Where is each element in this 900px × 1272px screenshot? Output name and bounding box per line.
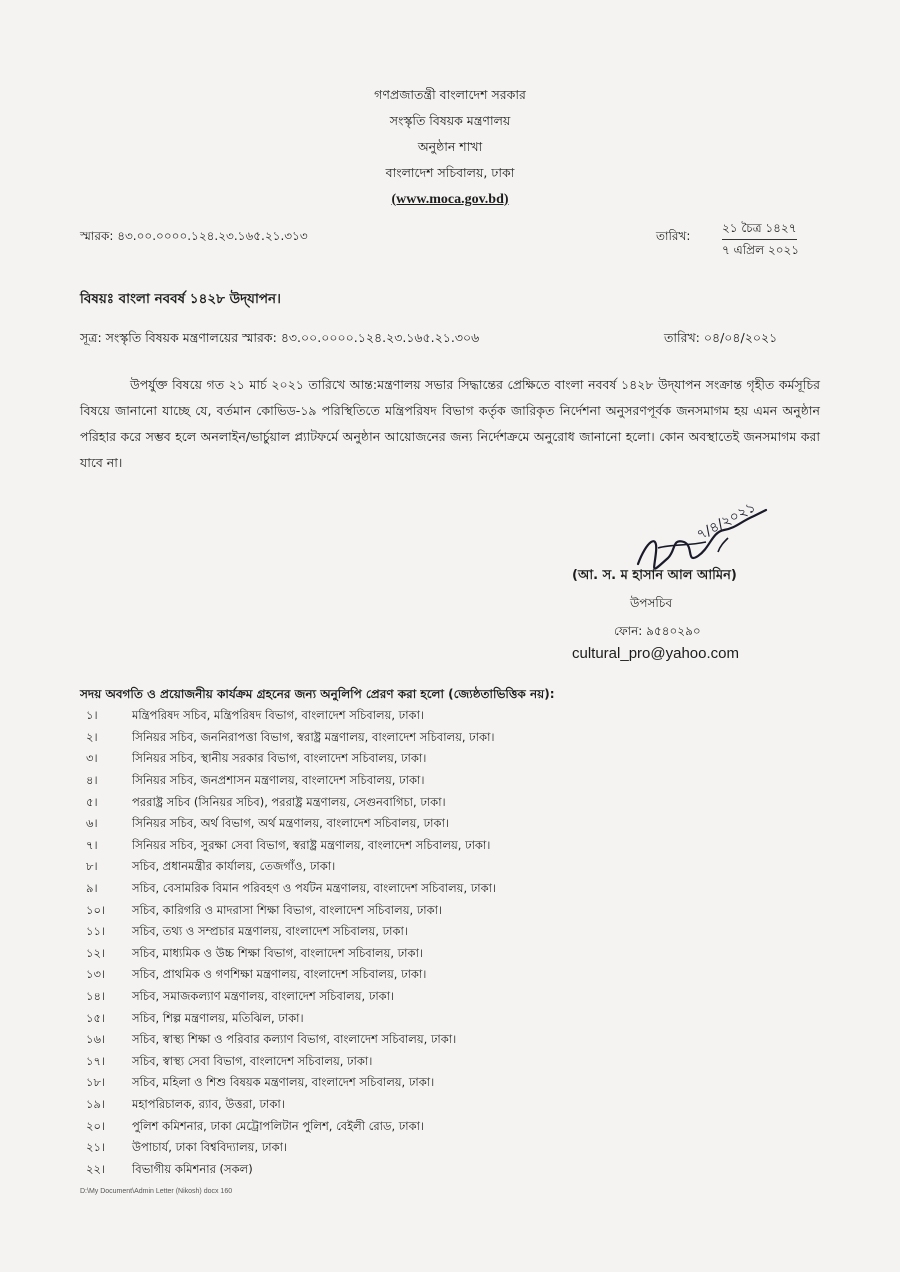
memo-date bbox=[722, 218, 799, 260]
list-item-text: মহাপরিচালক, র‍্যাব, উত্তরা, ঢাকা। bbox=[132, 1096, 285, 1111]
list-item-text: সচিব, মাধ্যমিক ও উচ্চ শিক্ষা বিভাগ, বাংলাদেশ সচিবালয়, ঢাকা। bbox=[132, 945, 424, 960]
body-paragraph: উপর্যুক্ত বিষয়ে গত ২১ মার্চ ২০২১ তারিখে আন্ত:মন্ত্রণালয় সভার সিদ্ধান্তের প্রেক্ষিতে বাংলা নববর্ষ ১৪২৮ উদ্‌যাপন সংক্রান্ত গৃহীত কর্মসূচির বিষয়ে জানানো যাচ্ছে যে, বর্তমান কোভিড-১৯ পরিস্থিতিতে মন্ত্রিপরিষদ বিভাগ কর্তৃক জারিকৃত নির্দেশনা অনুসরণপূর্বক জনসমাগম হয় এমন অনুষ্ঠান পরিহার করে সম্ভব হলে অনলাইন/ভার্চুয়াল প্ল্যাটফর্মে অনুষ্ঠান আয়োজনের জন্য নির্দেশক্রমে অনুরোধ জানানো হলো। কোন অবস্থাতেই জনসমাগম করা যাবে না। bbox=[80, 377, 820, 470]
signatory-phone: ফোন: ৯৫৪০২৯০ bbox=[614, 624, 701, 638]
letterhead bbox=[0, 82, 900, 213]
list-item-number: ১৭। bbox=[86, 1053, 106, 1068]
date-label: তারিখ: bbox=[656, 229, 691, 243]
list-item bbox=[86, 1095, 806, 1117]
copy-list bbox=[86, 706, 806, 1181]
list-item-text: সচিব, শিল্প মন্ত্রণালয়, মতিঝিল, ঢাকা। bbox=[132, 1010, 304, 1025]
reference-line: সূত্র: সংস্কৃতি বিষয়ক মন্ত্রণালয়ের স্মারক: ৪৩.০০.০০০০.১২৪.২৩.১৬৫.২১.৩০৬ bbox=[80, 330, 480, 345]
list-item bbox=[86, 1116, 806, 1138]
list-item-number: ৮। bbox=[86, 859, 98, 874]
signature-block bbox=[560, 566, 810, 662]
list-item bbox=[86, 987, 806, 1009]
list-item bbox=[86, 1052, 806, 1074]
copy-heading: সদয় অবগতি ও প্রয়োজনীয় কার্যক্রম গ্রহনের জন্য অনুলিপি প্রেরণ করা হলো (জ্যেষ্ঠতাভিত্তিক নয়): bbox=[80, 687, 555, 701]
list-item bbox=[86, 1008, 806, 1030]
list-item-text: সচিব, মহিলা ও শিশু বিষয়ক মন্ত্রণালয়, বাংলাদেশ সচিবালয়, ঢাকা। bbox=[132, 1075, 435, 1090]
list-item-text: সচিব, সমাজকল্যাণ মন্ত্রণালয়, বাংলাদেশ সচিবালয়, ঢাকা। bbox=[132, 989, 395, 1004]
list-item bbox=[86, 900, 806, 922]
list-item-text: সিনিয়র সচিব, স্থানীয় সরকার বিভাগ, বাংলাদেশ সচিবালয়, ঢাকা। bbox=[132, 751, 427, 766]
list-item bbox=[86, 1138, 806, 1160]
list-item-number: ৪। bbox=[86, 773, 98, 788]
list-item-text: সচিব, প্রধানমন্ত্রীর কার্যালয়, তেজগাঁও, ঢাকা। bbox=[132, 859, 336, 874]
list-item-text: সচিব, স্বাস্থ্য সেবা বিভাগ, বাংলাদেশ সচিবালয়, ঢাকা। bbox=[132, 1053, 373, 1068]
footer-file-path: D:\My Document\Admin Letter (Nikosh) docx 160 bbox=[80, 1188, 233, 1195]
list-item-number: ৩। bbox=[86, 751, 98, 766]
list-item-number: ২১। bbox=[86, 1140, 106, 1155]
list-item-number: ১৮। bbox=[86, 1075, 106, 1090]
list-item-text: মন্ত্রিপরিষদ সচিব, মন্ত্রিপরিষদ বিভাগ, বাংলাদেশ সচিবালয়, ঢাকা। bbox=[132, 708, 425, 723]
list-item bbox=[86, 706, 806, 728]
list-item-number: ৭। bbox=[86, 837, 98, 852]
list-item-number: ১৪। bbox=[86, 989, 106, 1004]
list-item bbox=[86, 1073, 806, 1095]
list-item-text: সিনিয়র সচিব, অর্থ বিভাগ, অর্থ মন্ত্রণালয়, বাংলাদেশ সচিবালয়, ঢাকা। bbox=[132, 816, 450, 831]
ministry-name: সংস্কৃতি বিষয়ক মন্ত্রণালয় bbox=[389, 113, 511, 128]
list-item-number: ১০। bbox=[86, 902, 106, 917]
date-english: ৭ এপ্রিল ২০২১ bbox=[722, 243, 800, 257]
list-item-number: ১৬। bbox=[86, 1032, 106, 1047]
list-item bbox=[86, 965, 806, 987]
list-item-number: ৯। bbox=[86, 881, 98, 896]
office-address: বাংলাদেশ সচিবালয়, ঢাকা bbox=[385, 165, 515, 180]
list-item bbox=[86, 792, 806, 814]
list-item-text: সিনিয়র সচিব, সুরক্ষা সেবা বিভাগ, স্বরাষ্ট্র মন্ত্রণালয়, বাংলাদেশ সচিবালয়, ঢাকা। bbox=[132, 837, 491, 852]
list-item bbox=[86, 749, 806, 771]
list-item-text: পুলিশ কমিশনার, ঢাকা মেট্রোপলিটান পুলিশ, বেইলী রোড, ঢাকা। bbox=[132, 1118, 425, 1133]
list-item-text: সচিব, কারিগরি ও মাদরাসা শিক্ষা বিভাগ, বাংলাদেশ সচিবালয়, ঢাকা। bbox=[132, 902, 443, 917]
list-item-number: ১৩। bbox=[86, 967, 106, 982]
svg-text:৭/৪/২০২১: ৭/৪/২০২১ bbox=[694, 502, 759, 544]
list-item bbox=[86, 879, 806, 901]
list-item-number: ১৫। bbox=[86, 1010, 106, 1025]
list-item-number: ২০। bbox=[86, 1118, 106, 1133]
list-item-text: পররাষ্ট্র সচিব (সিনিয়র সচিব), পররাষ্ট্র মন্ত্রণালয়, সেগুনবাগিচা, ঢাকা। bbox=[132, 794, 446, 809]
list-item-number: ৬। bbox=[86, 816, 98, 831]
list-item bbox=[86, 1159, 806, 1181]
memo-number: স্মারক: ৪৩.০০.০০০০.১২৪.২৩.১৬৫.২১.৩১৩ bbox=[80, 229, 308, 243]
list-item bbox=[86, 728, 806, 750]
list-item-text: সচিব, বেসামরিক বিমান পরিবহণ ও পর্যটন মন্ত্রণালয়, বাংলাদেশ সচিবালয়, ঢাকা। bbox=[132, 881, 497, 896]
subject-line: বিষয়ঃ বাংলা নববর্ষ ১৪২৮ উদ্‌যাপন। bbox=[80, 291, 281, 307]
signatory-designation: উপসচিব bbox=[630, 596, 673, 610]
government-name: গণপ্রজাতন্ত্রী বাংলাদেশ সরকার bbox=[374, 87, 526, 102]
list-item bbox=[86, 814, 806, 836]
date-bangla: ২১ চৈত্র ১৪২৭ bbox=[722, 218, 797, 240]
list-item-number: ২। bbox=[86, 729, 98, 744]
list-item bbox=[86, 857, 806, 879]
list-item bbox=[86, 922, 806, 944]
list-item-text: সিনিয়র সচিব, জননিরাপত্তা বিভাগ, স্বরাষ্ট্র মন্ত্রণালয়, বাংলাদেশ সচিবালয়, ঢাকা। bbox=[132, 729, 495, 744]
list-item-number: ৫। bbox=[86, 794, 98, 809]
signatory-email[interactable]: cultural_pro@yahoo.com bbox=[572, 645, 739, 662]
branch-name: অনুষ্ঠান শাখা bbox=[417, 139, 483, 154]
list-item-number: ১৯। bbox=[86, 1096, 106, 1111]
list-item-text: বিভাগীয় কমিশনার (সকল) bbox=[132, 1161, 253, 1176]
list-item bbox=[86, 771, 806, 793]
list-item-number: ১১। bbox=[86, 924, 106, 939]
list-item bbox=[86, 836, 806, 858]
list-item-number: ১। bbox=[86, 708, 98, 723]
list-item-text: সচিব, প্রাথমিক ও গণশিক্ষা মন্ত্রণালয়, বাংলাদেশ সচিবালয়, ঢাকা। bbox=[132, 967, 427, 982]
list-item-text: সচিব, তথ্য ও সম্প্রচার মন্ত্রণালয়, বাংলাদেশ সচিবালয়, ঢাকা। bbox=[132, 924, 408, 939]
signatory-name: (আ. স. ম হাসান আল আমিন) bbox=[572, 568, 737, 583]
reference-date: তারিখ: ০৪/০৪/২০২১ bbox=[664, 330, 778, 345]
list-item bbox=[86, 1030, 806, 1052]
list-item-text: সচিব, স্বাস্থ্য শিক্ষা ও পরিবার কল্যাণ বিভাগ, বাংলাদেশ সচিবালয়, ঢাকা। bbox=[132, 1032, 457, 1047]
list-item-number: ১২। bbox=[86, 945, 106, 960]
list-item-text: উপাচার্য, ঢাকা বিশ্ববিদ্যালয়, ঢাকা। bbox=[132, 1140, 288, 1155]
website-link[interactable]: (www.moca.gov.bd) bbox=[391, 192, 509, 207]
list-item bbox=[86, 944, 806, 966]
list-item-text: সিনিয়র সচিব, জনপ্রশাসন মন্ত্রণালয়, বাংলাদেশ সচিবালয়, ঢাকা। bbox=[132, 773, 425, 788]
list-item-number: ২২। bbox=[86, 1161, 106, 1176]
